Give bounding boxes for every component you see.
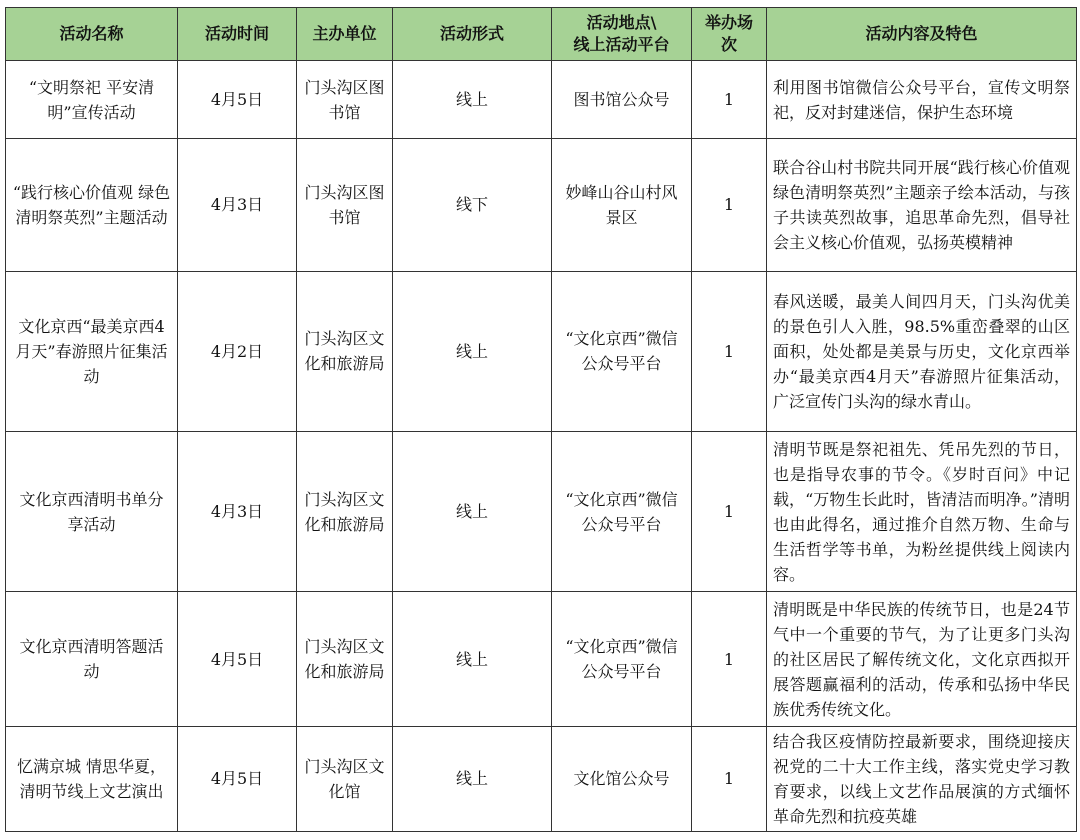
activities-table <box>5 7 1077 832</box>
cell-desc: 利用图书馆微信公众号平台，宣传文明祭祀，反对封建迷信，保护生态环境 <box>767 61 1077 139</box>
cell-organizer: 门头沟区文化馆 <box>297 726 393 831</box>
header-row <box>6 8 1077 61</box>
col-header-venue <box>552 8 692 61</box>
cell-name: 忆满京城 情思华夏，清明节线上文艺演出 <box>6 726 178 831</box>
cell-desc: 联合谷山村书院共同开展“践行核心价值观 绿色清明祭英烈”主题亲子绘本活动，与孩子共读英烈故事，追思革命先烈，倡导社会主义核心价值观，弘扬英模精神 <box>767 139 1077 271</box>
cell-name: “文明祭祀 平安清明”宣传活动 <box>6 61 178 139</box>
cell-venue: 文化馆公众号 <box>552 726 692 831</box>
cell-date: 4月3日 <box>178 139 297 271</box>
cell-venue: “文化京西”微信公众号平台 <box>552 271 692 431</box>
cell-name: 文化京西“最美京西4月天”春游照片征集活动 <box>6 271 178 431</box>
cell-sessions: 1 <box>692 61 767 139</box>
col-header-venue-label: 活动地点\ 线上活动平台 <box>573 13 670 54</box>
cell-venue: “文化京西”微信公众号平台 <box>552 592 692 726</box>
cell-date: 4月3日 <box>178 431 297 591</box>
col-header-date: 活动时间 <box>178 8 297 61</box>
table-row <box>6 271 1077 431</box>
cell-desc: 结合我区疫情防控最新要求，围绕迎接庆祝党的二十大工作主线，落实党史学习教育要求，以线上文艺作品展演的方式缅怀革命先烈和抗疫英雄 <box>767 726 1077 831</box>
cell-venue: 图书馆公众号 <box>552 61 692 139</box>
cell-organizer: 门头沟区文化和旅游局 <box>297 431 393 591</box>
col-header-organizer: 主办单位 <box>297 8 393 61</box>
table-row <box>6 61 1077 139</box>
cell-format: 线下 <box>393 139 552 271</box>
cell-organizer: 门头沟区文化和旅游局 <box>297 592 393 726</box>
cell-date: 4月5日 <box>178 61 297 139</box>
cell-date: 4月5日 <box>178 726 297 831</box>
col-header-sessions: 举办场次 <box>692 8 767 61</box>
cell-format: 线上 <box>393 726 552 831</box>
table-row <box>6 726 1077 831</box>
cell-desc: 春风送暖，最美人间四月天，门头沟优美的景色引人入胜，98.5%重峦叠翠的山区面积，处处都是美景与历史，文化京西举办“最美京西4月天”春游照片征集活动，广泛宣传门头沟的绿水青山。 <box>767 271 1077 431</box>
cell-organizer: 门头沟区文化和旅游局 <box>297 271 393 431</box>
cell-date: 4月5日 <box>178 592 297 726</box>
cell-sessions: 1 <box>692 726 767 831</box>
cell-venue: “文化京西”微信公众号平台 <box>552 431 692 591</box>
cell-format: 线上 <box>393 431 552 591</box>
cell-name: “践行核心价值观 绿色清明祭英烈”主题活动 <box>6 139 178 271</box>
table-row <box>6 431 1077 591</box>
cell-organizer: 门头沟区图书馆 <box>297 139 393 271</box>
cell-format: 线上 <box>393 271 552 431</box>
cell-format: 线上 <box>393 592 552 726</box>
cell-organizer: 门头沟区图书馆 <box>297 61 393 139</box>
col-header-format: 活动形式 <box>393 8 552 61</box>
cell-name: 文化京西清明答题活动 <box>6 592 178 726</box>
col-header-desc: 活动内容及特色 <box>767 8 1077 61</box>
table-row <box>6 139 1077 271</box>
cell-sessions: 1 <box>692 431 767 591</box>
cell-sessions: 1 <box>692 271 767 431</box>
cell-name: 文化京西清明书单分享活动 <box>6 431 178 591</box>
cell-venue: 妙峰山谷山村风景区 <box>552 139 692 271</box>
col-header-name: 活动名称 <box>6 8 178 61</box>
cell-desc: 清明节既是祭祀祖先、凭吊先烈的节日，也是指导农事的节令。《岁时百问》中记载，“万物生长此时，皆清洁而明净。”清明也由此得名，通过推介自然万物、生命与生活哲学等书单，为粉丝提供线上阅读内容。 <box>767 431 1077 591</box>
cell-sessions: 1 <box>692 139 767 271</box>
cell-desc: 清明既是中华民族的传统节日，也是24节气中一个重要的节气，为了让更多门头沟的社区居民了解传统文化，文化京西拟开展答题赢福利的活动，传承和弘扬中华民族优秀传统文化。 <box>767 592 1077 726</box>
cell-date: 4月2日 <box>178 271 297 431</box>
cell-sessions: 1 <box>692 592 767 726</box>
cell-format: 线上 <box>393 61 552 139</box>
table-row <box>6 592 1077 726</box>
